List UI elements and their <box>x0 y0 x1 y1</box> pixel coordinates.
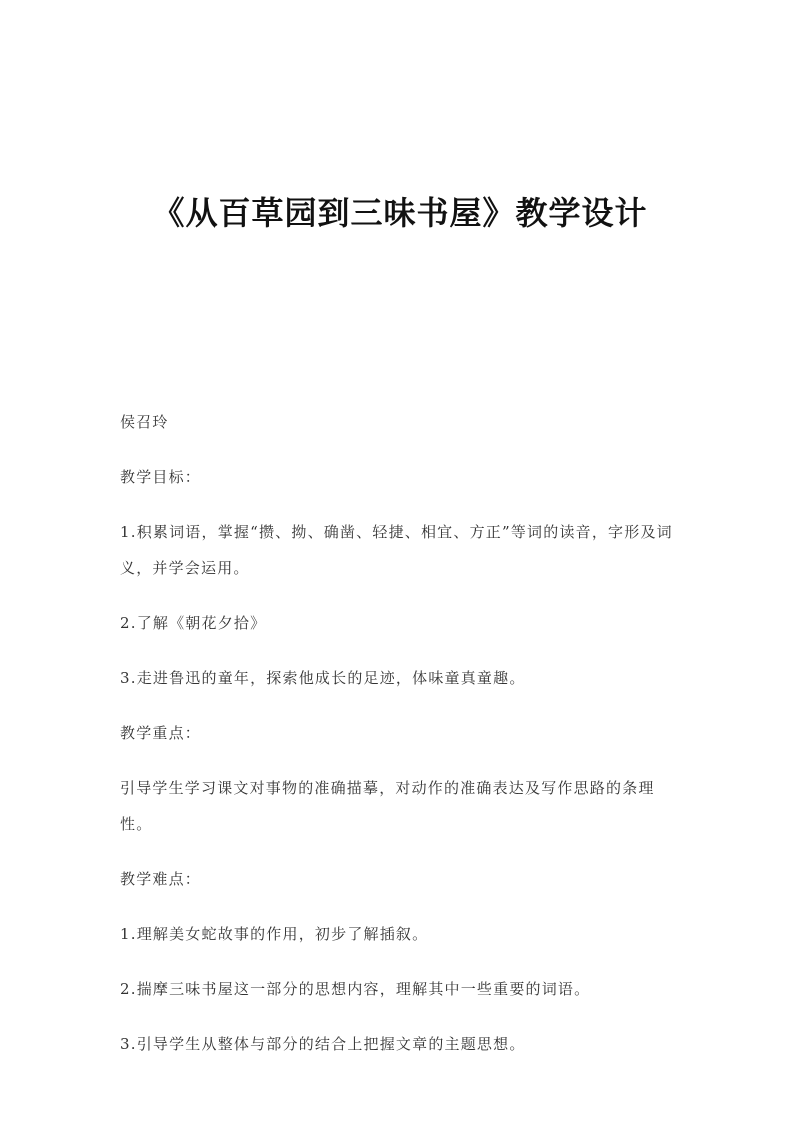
document-title: 《从百草园到三味书屋》教学设计 <box>152 194 648 232</box>
objective-item-3: 3.走进鲁迅的童年，探索他成长的足迹，体味童真童趣。 <box>120 669 526 687</box>
key-points-heading: 教学重点： <box>120 724 202 742</box>
difficulties-heading: 教学难点： <box>120 870 202 888</box>
difficulty-item-3: 3.引导学生从整体与部分的结合上把握文章的主题思想。 <box>120 1035 526 1053</box>
author-name: 侯召玲 <box>120 413 169 431</box>
difficulty-item-2: 2.揣摩三味书屋这一部分的思想内容，理解其中一些重要的词语。 <box>120 980 591 998</box>
objective-item-1: 1.积累词语，掌握“攒、拗、确凿、轻捷、相宜、方正”等词的读音，字形及词义，并学会运用。 <box>120 523 673 577</box>
objectives-heading: 教学目标： <box>120 468 202 486</box>
difficulty-item-1: 1.理解美女蛇故事的作用，初步了解插叙。 <box>120 925 429 943</box>
key-points-text: 引导学生学习课文对事物的准确描摹，对动作的准确表达及写作思路的条理性。 <box>120 779 655 833</box>
document-body <box>120 404 680 1081</box>
objective-item-2: 2.了解《朝花夕拾》 <box>120 614 267 632</box>
